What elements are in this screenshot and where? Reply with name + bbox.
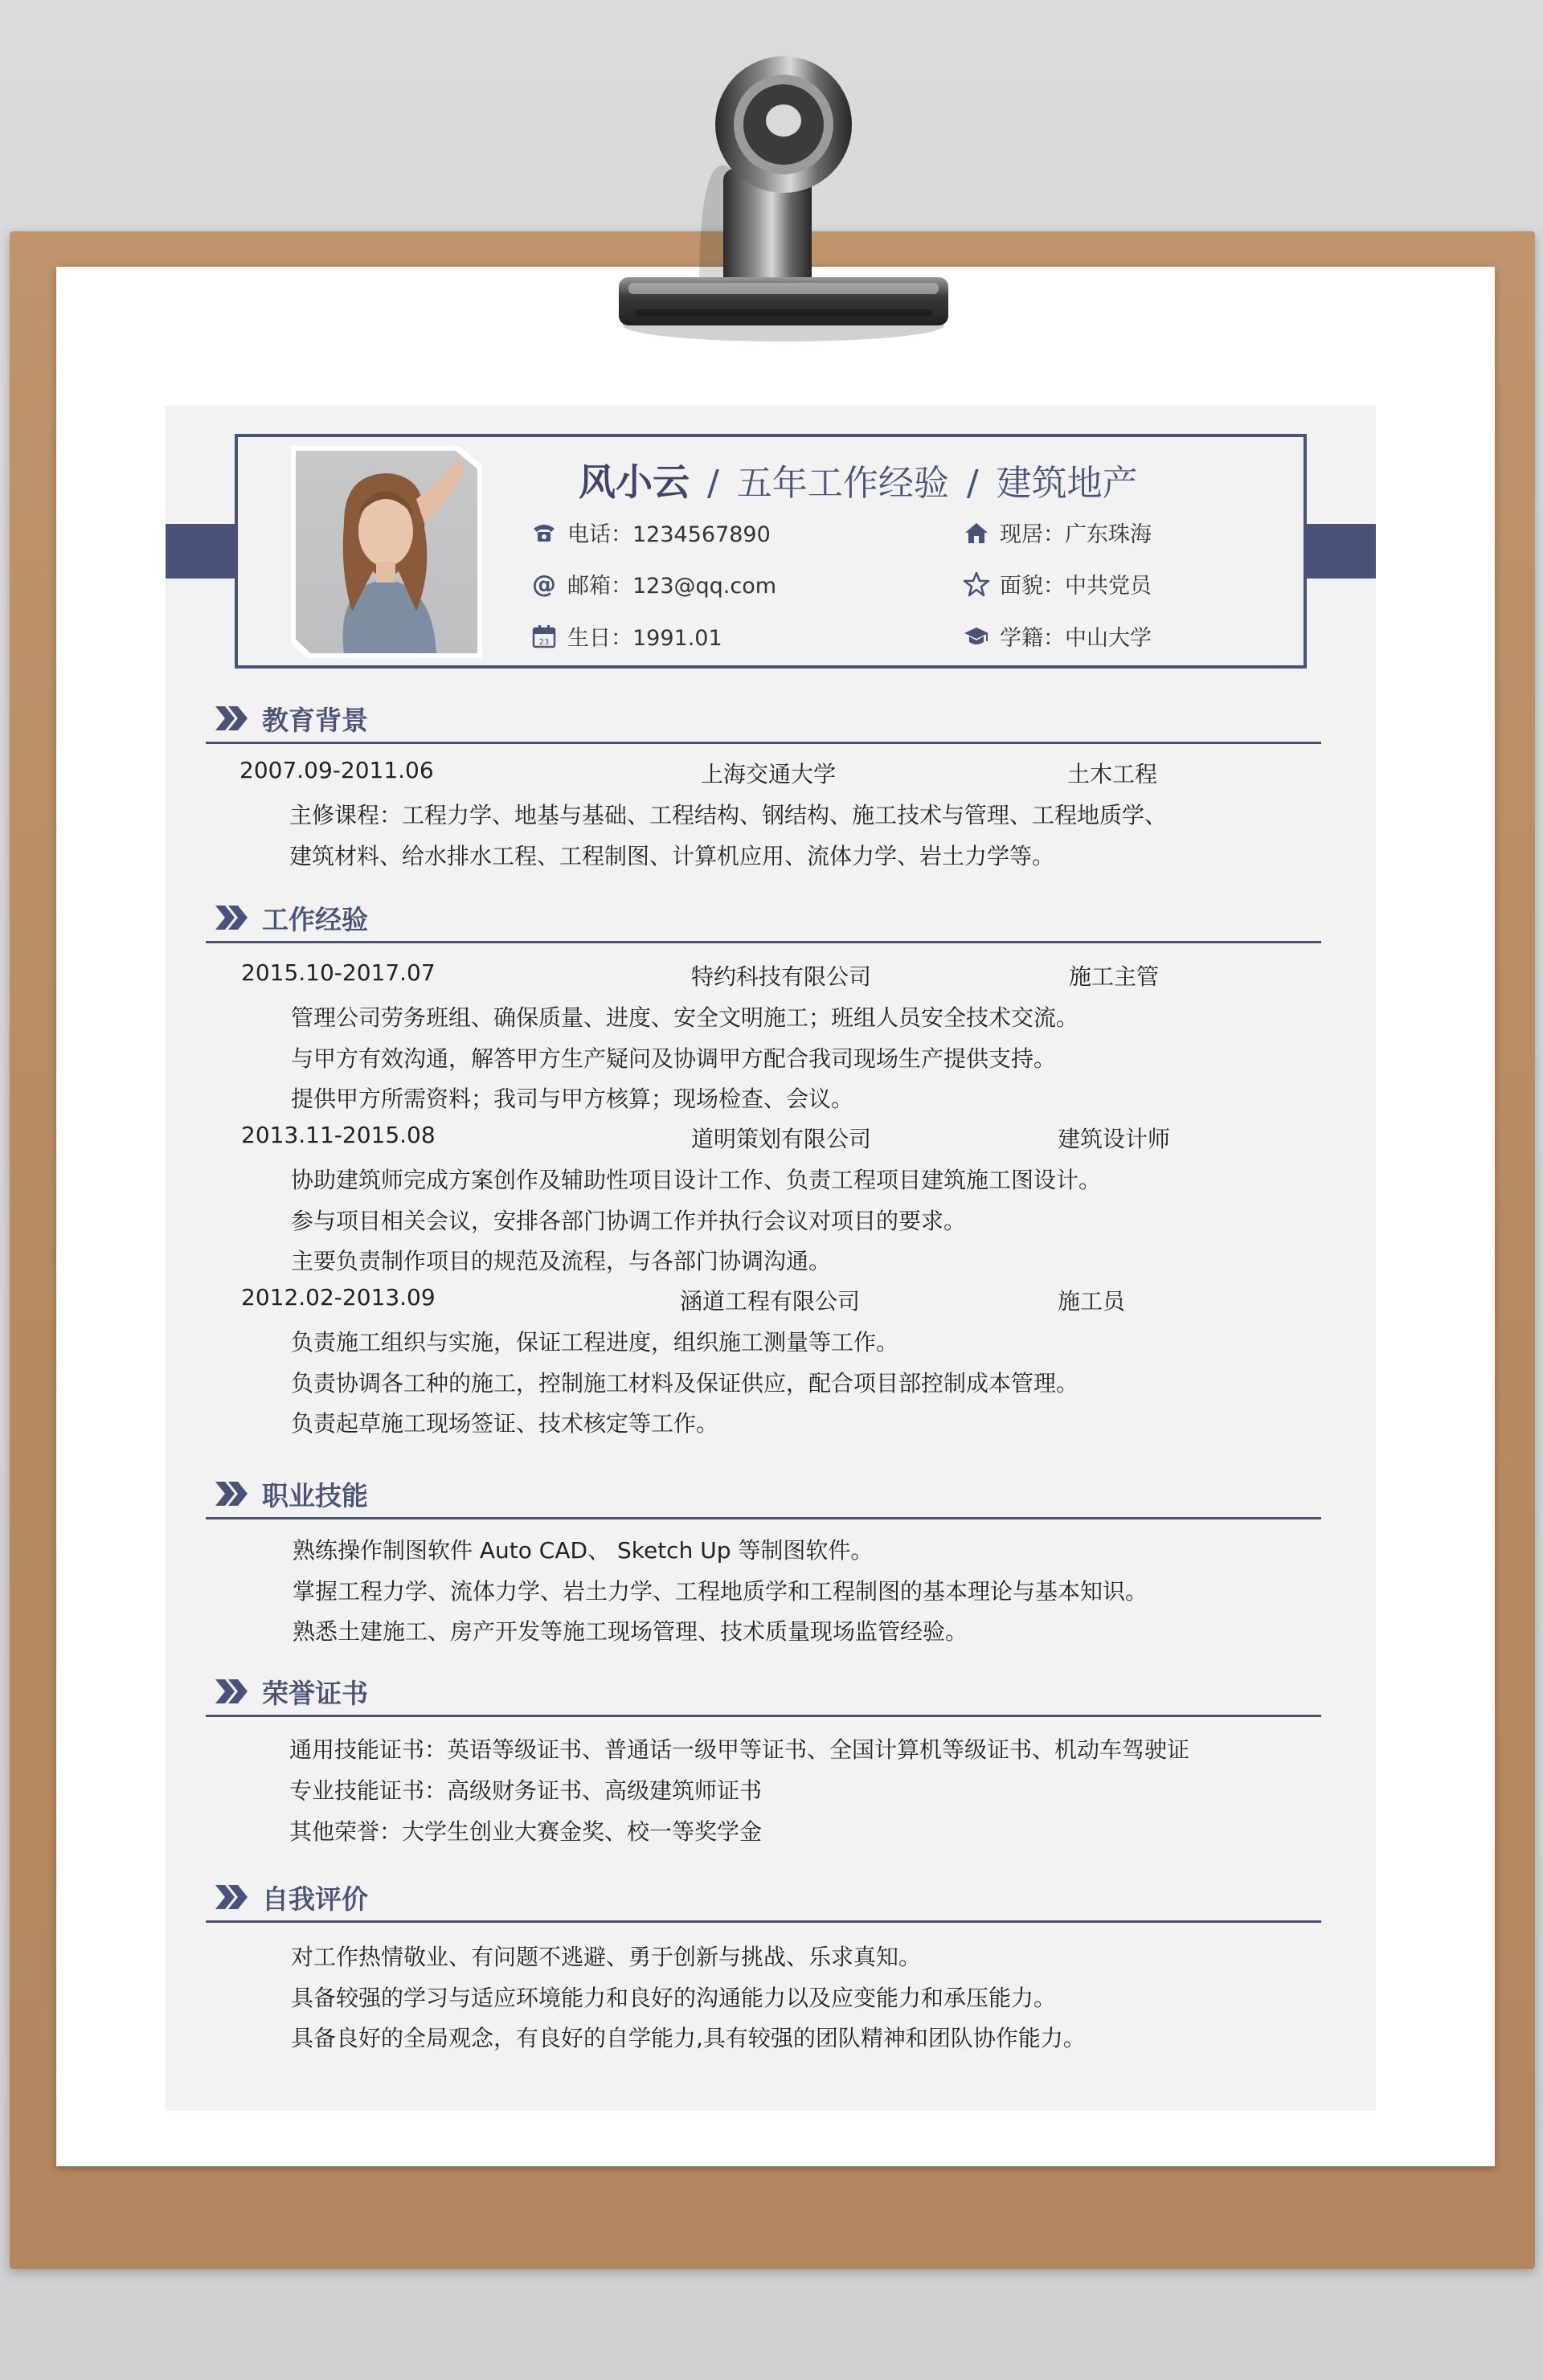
job-line: 管理公司劳务班组、确保质量、进度、安全文明施工；班组人员安全技术交流。 — [291, 1004, 1079, 1031]
profile-photo — [291, 446, 482, 658]
section-title: 荣誉证书 — [262, 1678, 368, 1709]
graduation-cap-icon — [963, 623, 990, 650]
job-company: 道明策划有限公司 — [691, 1126, 872, 1152]
job-line: 参与项目相关会议，安排各部门协调工作并执行会议对项目的要求。 — [291, 1208, 967, 1234]
job-line: 与甲方有效沟通，解答甲方生产疑问及协调甲方配合我司现场生产提供支持。 — [291, 1045, 1057, 1072]
star-icon — [963, 570, 990, 598]
contact-education — [963, 620, 1152, 652]
double-chevron-icon — [214, 1883, 249, 1911]
education-text: 学籍：中山大学 — [1000, 626, 1152, 651]
residence-text: 现居：广东珠海 — [1000, 522, 1152, 547]
job-company: 涵道工程有限公司 — [680, 1288, 861, 1315]
double-chevron-icon — [214, 1480, 249, 1507]
job-position: 建筑设计师 — [1058, 1126, 1171, 1152]
honors-line: 专业技能证书：高级财务证书、高级建筑师证书 — [289, 1777, 763, 1804]
politics-text: 面貌：中共党员 — [1000, 574, 1152, 599]
education-period: 2007.09-2011.06 — [239, 757, 434, 783]
calendar-icon — [530, 623, 558, 650]
at-icon — [530, 570, 558, 598]
section-honors-header — [206, 1668, 1321, 1717]
skills-line: 熟悉土建施工、房产开发等施工现场管理、技术质量现场监管经验。 — [293, 1618, 968, 1645]
section-self-header — [206, 1874, 1321, 1923]
section-title: 职业技能 — [262, 1480, 368, 1511]
section-title: 自我评价 — [262, 1883, 368, 1915]
contact-birthday — [530, 620, 722, 652]
svg-text:23: 23 — [538, 637, 550, 647]
job-line: 负责施工组织与实施，保证工程进度，组织施工测量等工作。 — [291, 1329, 899, 1356]
phone-icon — [530, 519, 558, 546]
job-period: 2012.02-2013.09 — [241, 1284, 436, 1311]
phone-text: 电话：1234567890 — [567, 522, 771, 547]
job-position: 施工主管 — [1069, 963, 1160, 990]
double-chevron-icon — [214, 1678, 249, 1705]
industry-label: 建筑地产 — [996, 463, 1138, 504]
candidate-name: 风小云 — [579, 460, 690, 504]
job-company: 特约科技有限公司 — [691, 963, 872, 990]
job-period: 2013.11-2015.08 — [241, 1122, 436, 1148]
self-line: 对工作热情敬业、有问题不逃避、勇于创新与挑战、乐求真知。 — [291, 1944, 922, 1970]
title-separator: / — [966, 463, 979, 504]
double-chevron-icon — [214, 705, 249, 732]
section-work-header — [206, 894, 1321, 943]
education-line: 主修课程：工程力学、地基与基础、工程结构、钢结构、施工技术与管理、工程地质学、 — [289, 802, 1168, 828]
contact-politics — [963, 568, 1152, 599]
honors-line: 其他荣誉：大学生创业大赛金奖、校一等奖学金 — [289, 1818, 763, 1845]
header-band-left — [166, 524, 235, 579]
skills-line: 掌握工程力学、流体力学、岩土力学、工程地质学和工程制图的基本理论与基本知识。 — [293, 1578, 1148, 1605]
job-line: 负责起草施工现场签证、技术核定等工作。 — [291, 1410, 719, 1437]
skills-line: 熟练操作制图软件 Auto CAD、 Sketch Up 等制图软件。 — [293, 1537, 874, 1564]
contact-phone — [530, 517, 771, 548]
job-line: 协助建筑师完成方案创作及辅助性项目设计工作、负责工程项目建筑施工图设计。 — [291, 1167, 1102, 1193]
honors-line: 通用技能证书：英语等级证书、普通话一级甲等证书、全国计算机等级证书、机动车驾驶证 — [289, 1736, 1190, 1763]
experience-label: 五年工作经验 — [736, 463, 949, 504]
section-title: 教育背景 — [262, 705, 368, 736]
birthday-text: 生日：1991.01 — [567, 626, 722, 651]
job-position: 施工员 — [1058, 1288, 1126, 1315]
header-title — [579, 453, 1138, 506]
section-skills-header — [206, 1470, 1321, 1519]
job-line: 提供甲方所需资料；我司与甲方核算；现场检查、会议。 — [291, 1086, 854, 1112]
education-major: 土木工程 — [1067, 761, 1158, 787]
job-line: 主要负责制作项目的规范及流程，与各部门协调沟通。 — [291, 1248, 832, 1274]
job-line: 负责协调各工种的施工，控制施工材料及保证供应，配合项目部控制成本管理。 — [291, 1370, 1079, 1397]
header-band-right — [1307, 524, 1376, 579]
self-line: 具备良好的全局观念，有良好的自学能力,具有较强的团队精神和团队协作能力。 — [291, 2025, 1086, 2051]
svg-text:@: @ — [532, 570, 556, 598]
binder-clip-icon — [579, 48, 956, 354]
education-school: 上海交通大学 — [701, 761, 837, 787]
section-education-header — [206, 695, 1321, 744]
section-title: 工作经验 — [262, 904, 368, 935]
title-separator: / — [707, 463, 719, 504]
double-chevron-icon — [214, 904, 249, 931]
education-line: 建筑材料、给水排水工程、工程制图、计算机应用、流体力学、岩土力学等。 — [289, 843, 1055, 869]
home-icon — [963, 519, 990, 546]
contact-email — [530, 568, 776, 599]
email-text: 邮箱：123@qq.com — [567, 574, 777, 599]
contact-residence — [963, 517, 1152, 548]
job-period: 2015.10-2017.07 — [241, 959, 436, 986]
self-line: 具备较强的学习与适应环境能力和良好的沟通能力以及应变能力和承压能力。 — [291, 1985, 1057, 2011]
